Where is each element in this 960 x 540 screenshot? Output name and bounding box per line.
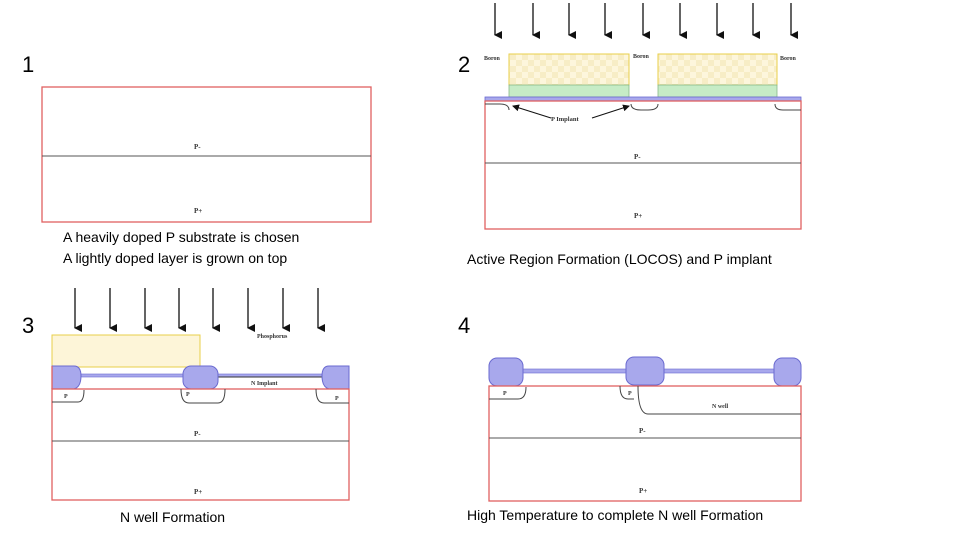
panel-2-nitride-left	[509, 85, 629, 97]
panel-2-boron-label-left: Boron	[484, 56, 500, 62]
panel-2-boron-label-right: Boron	[780, 56, 796, 62]
step-1-caption-line-2: A lightly doped layer is grown on top	[63, 250, 288, 266]
panel-2-p-minus-label: P-	[634, 153, 641, 161]
panel-4-p-plus-label: P+	[639, 487, 648, 495]
panel-4	[489, 357, 801, 501]
panel-2-nitride-right	[658, 85, 777, 97]
panel-3-phosphorus-label: Phosphorus	[257, 334, 288, 340]
panel-2-substrate	[485, 101, 801, 229]
panel-2-boron-label-mid: Boron	[633, 54, 649, 60]
panel-1-p-minus-label: P-	[194, 143, 201, 151]
panel-3-field-oxide-mid	[183, 366, 218, 389]
step-3-number: 3	[22, 313, 35, 338]
step-3-caption-line-1: N well Formation	[120, 509, 226, 525]
panel-1-p-plus-label: P+	[194, 207, 203, 215]
panel-3-p-label-left: P	[64, 394, 68, 400]
step-1-caption-line-1: A heavily doped P substrate is chosen	[63, 229, 300, 245]
panel-4-p-minus-label: P-	[639, 427, 646, 435]
panel-4-n-well-label: N well	[712, 404, 729, 410]
panel-3-p-minus-label: P-	[194, 430, 201, 438]
panel-2-photoresist-right	[658, 54, 777, 85]
panel-3-n-implant-label: N Implant	[251, 381, 278, 387]
panel-3-substrate	[52, 389, 349, 500]
panel-3-field-oxide-left	[52, 366, 81, 389]
panel-3-p-label-right: P	[335, 396, 339, 402]
panel-4-substrate	[489, 386, 801, 501]
panel-4-p-label-left: P	[503, 391, 507, 397]
panel-2-p-implant-label: P Implant	[551, 116, 579, 123]
panel-3-field-oxide-right	[322, 366, 349, 389]
panel-4-field-oxide-right	[774, 358, 801, 386]
panel-4-field-oxide-left	[489, 358, 523, 386]
step-2-caption-line-1: Active Region Formation (LOCOS) and P implant	[467, 251, 772, 267]
panel-2-p-plus-label: P+	[634, 212, 643, 220]
panel-3-p-label-mid: P	[186, 392, 190, 398]
panel-2	[484, 3, 801, 229]
panel-1-substrate	[42, 87, 371, 222]
panel-4-p-label-mid: P	[628, 391, 632, 397]
panel-4-field-oxide-mid	[626, 357, 664, 385]
panel-2-boron-arrows	[495, 3, 791, 35]
step-1-number: 1	[22, 52, 35, 77]
panel-3-p-plus-label: P+	[194, 488, 203, 496]
step-4-number: 4	[458, 313, 471, 338]
panel-2-photoresist-left	[509, 54, 629, 85]
panel-1	[42, 87, 371, 222]
panel-3	[52, 288, 349, 500]
step-4-caption-line-1: High Temperature to complete N well Formation	[467, 507, 764, 523]
panel-3-phosphorus-arrows	[75, 288, 318, 328]
panel-3-photoresist	[52, 335, 200, 367]
step-2-number: 2	[458, 52, 471, 77]
